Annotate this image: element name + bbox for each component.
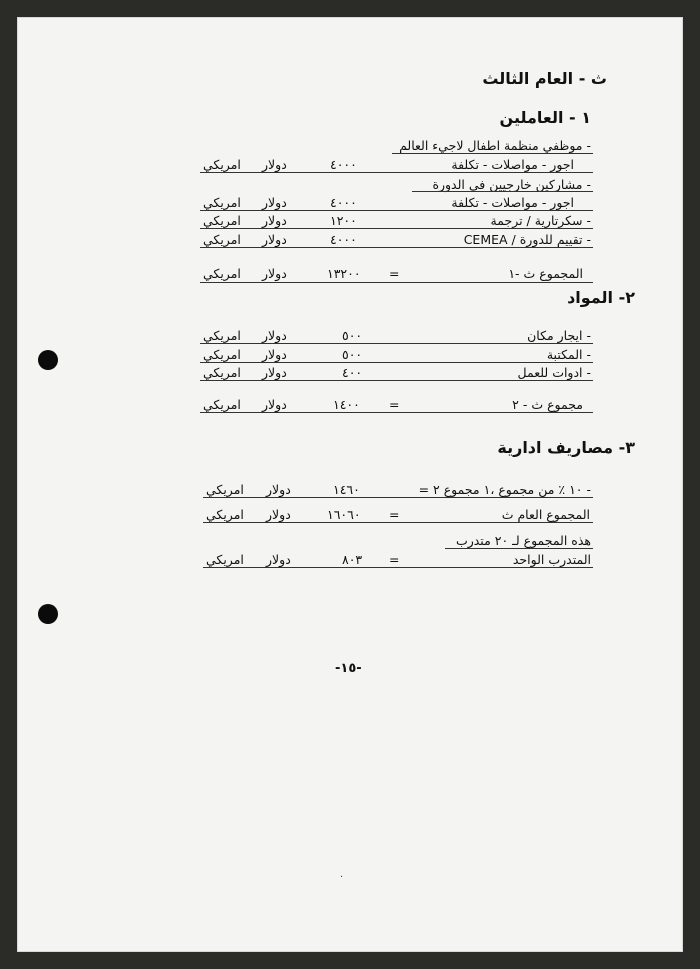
s2-total-label: مجموع ث - ٢ [512,397,583,412]
s2-total-amount: ١٤٠٠ [333,397,360,412]
s3-currency-3b: امريكي [206,552,244,567]
section-3-heading: ٣- مصاريف ادارية [497,438,635,457]
s3-line-4: المتدرب الواحد [512,552,591,567]
s2-currency-1b: امريكي [203,328,241,343]
s3-currency-2b: امريكي [206,507,244,522]
s3-currency-3: دولار [266,552,291,567]
s1-line-4: اجور - مواصلات - تكلفة [451,195,574,210]
s2-currency-3b: امريكي [203,365,241,380]
s1-total-currency-b: امريكي [203,266,241,281]
s1-currency-1: دولار [262,157,287,172]
scan-speck: · [340,872,344,883]
s2-currency-2b: امريكي [203,347,241,362]
s2-amount-2: ٥٠٠ [342,347,363,362]
s1-currency-4b: امريكي [203,232,241,247]
s2-currency-1: دولار [262,328,287,343]
s3-line-3: هذه المجموع لـ ٢٠ متدرب [455,533,591,548]
s1-line-1: - موظفي منظمة اطفال لاجيء العالم [399,138,591,153]
s2-amount-3: ٤٠٠ [342,365,363,380]
s1-currency-2: دولار [262,195,287,210]
s1-currency-4: دولار [262,232,287,247]
s3-line-2: المجموع العام ث [501,507,590,522]
punch-hole-top [38,350,58,370]
section-1-heading: ١ - العاملين [499,108,591,127]
section-2-heading: ٢- المواد [567,288,635,307]
s1-amount-3: ١٢٠٠ [330,213,357,228]
s2-total-equals: = [389,397,400,412]
s1-total-currency: دولار [262,266,287,281]
document-title: ث - العام الثالث [482,69,607,88]
s3-amount-1: ١٤٦٠ [333,482,360,497]
s2-currency-3: دولار [262,365,287,380]
s3-amount-3: ٨٠٣ [342,552,363,567]
s3-equals-2: = [389,507,400,522]
punch-hole-bottom [38,604,58,624]
s1-total-amount: ١٣٢٠٠ [327,266,361,281]
s2-amount-1: ٥٠٠ [342,328,363,343]
s2-total-currency: دولار [262,397,287,412]
s2-line-3: - ادوات للعمل [517,365,591,380]
page-number: -١٥- [335,661,362,676]
s1-line-2: اجور - مواصلات - تكلفة [451,157,574,172]
s1-amount-1: ٤٠٠٠ [330,157,357,172]
s2-line-2: - المكتبة [546,347,591,362]
s3-currency-1b: امريكي [206,482,244,497]
s1-currency-3: دولار [262,213,287,228]
s2-line-1: - ايجار مكان [527,328,591,343]
s2-total-currency-b: امريكي [203,397,241,412]
document-page [17,17,683,952]
s1-amount-4: ٤٠٠٠ [330,232,357,247]
s1-line-3: - مشاركين خارجيين في الدورة [432,177,591,192]
s1-total-equals: = [389,266,400,281]
s1-currency-2b: امريكي [203,195,241,210]
s2-currency-2: دولار [262,347,287,362]
s3-currency-2: دولار [266,507,291,522]
s3-equals-3: = [389,552,400,567]
s3-line-1: - ١٠ ٪ من مجموع ،١ مجموع ٢ = [418,482,591,497]
s3-amount-2: ١٦٠٦٠ [327,507,361,522]
s1-total-label: المجموع ث -١ [508,266,583,281]
s1-line-5: - سكرتارية / ترجمة [490,213,591,228]
s1-currency-1b: امريكي [203,157,241,172]
s1-line-6: - تقييم للدورة / CEMEA [463,232,591,247]
s1-amount-2: ٤٠٠٠ [330,195,357,210]
s1-currency-3b: امريكي [203,213,241,228]
s3-currency-1: دولار [266,482,291,497]
